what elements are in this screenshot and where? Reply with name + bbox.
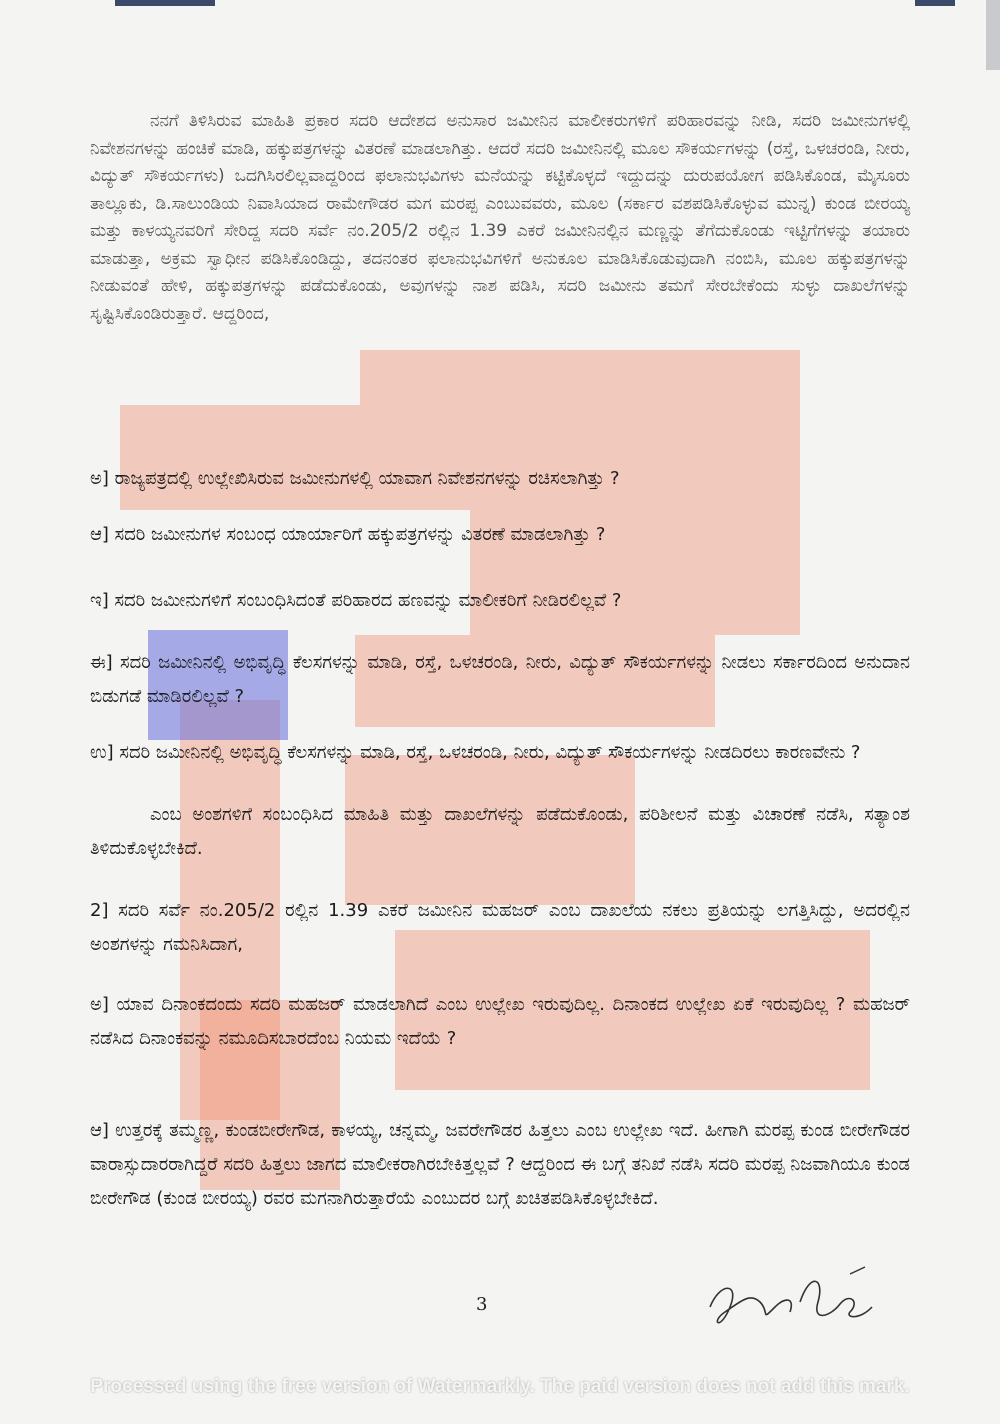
question-i: ಇ] ಸದರಿ ಜಮೀನುಗಳಿಗೆ ಸಂಬಂಧಿಸಿದಂತೆ ಪರಿಹಾರದ ಹಣವನ್ನು ಮಾಲೀಕರಿಗೆ ನೀಡಿರಲಿಲ್ಲವೆ ? [90, 590, 622, 611]
question-a: ಅ] ರಾಜ್ಯಪತ್ರದಲ್ಲಿ ಉಲ್ಲೇಖಿಸಿರುವ ಜಮೀನುಗಳಲ್ಲಿ ಯಾವಾಗ ನಿವೇಶನಗಳನ್ನು ರಚಿಸಲಾಗಿತ್ತು ? [90, 468, 620, 489]
question-aa: ಆ] ಸದರಿ ಜಮೀನುಗಳ ಸಂಬಂಧ ಯಾರ್ಯಾರಿಗೆ ಹಕ್ಕುಪತ್ರಗಳನ್ನು ವಿತರಣೆ ಮಾಡಲಾಗಿತ್ತು ? [90, 524, 606, 545]
point-2-aa: ಆ] ಉತ್ತರಕ್ಕೆ ತಮ್ಮಣ್ಣ, ಕುಂಡಬೀರೇಗೌಡ, ಕಾಳಯ್ಯ, ಚನ್ನಮ್ಮ, ಜವರೇಗೌಡರ ಹಿತ್ತಲು ಎಂಬ ಉಲ್ಲೇಖ ಇದೆ. ಹೀಗಾಗಿ ಮರಪ್ಪ ಕುಂಡ ಬೀರೇಗೌಡರ ವಾರಾಸ್ಸುದಾರರಾಗಿದ್ದರೆ ಸದರಿ ಹಿತ್ತಲು ಜಾಗದ ಮಾಲೀಕರಾಗಿರಬೇಕಿತ್ತಲ್ಲವೆ ? ಆದ್ದರಿಂದ ಈ ಬಗ್ಗೆ ತನಿಖೆ ನಡೆಸಿ ಸದರಿ ಮರಪ್ಪ ನಿಜವಾಗಿಯೂ ಕುಂಡ ಬೀರೇಗೌಡ (ಕುಂಡ ಬೀರಯ್ಯ) ರವರ ಮಗನಾಗಿರುತ್ತಾರೆಯೆ ಎಂಬುದರ ಬಗ್ಗೆ ಖಚಿತಪಡಿಸಿಕೊಳ್ಳಬೇಕಿದೆ. [90, 1120, 910, 1210]
scan-edge-mark [986, 0, 1000, 70]
scan-edge-mark [915, 0, 955, 6]
signature-icon [700, 1262, 880, 1342]
point-2-a: ಅ] ಯಾವ ದಿನಾಂಕದಂದು ಸದರಿ ಮಹಜರ್ ಮಾಡಲಾಗಿದೆ ಎಂಬ ಉಲ್ಲೇಖ ಇರುವುದಿಲ್ಲ. ದಿನಾಂಕದ ಉಲ್ಲೇಖ ಏಕೆ ಇರುವುದಿಲ್ಲ ? ಮಹಜರ್ ನಡೆಸಿದ ದಿನಾಂಕವನ್ನು ನಮೂದಿಸಬಾರದೆಂಬ ನಿಯಮ ಇದೆಯೆ ? [90, 994, 910, 1050]
watermark-text: Processed using the free version of Watermarkly. The paid version does not add this mark. [90, 1376, 910, 1397]
question-u: ಉ] ಸದರಿ ಜಮೀನಿನಲ್ಲಿ ಅಭಿವೃದ್ಧಿ ಕೆಲಸಗಳನ್ನು ಮಾಡಿ, ರಸ್ತೆ, ಒಳಚರಂಡಿ, ನೀರು, ವಿದ್ಯುತ್ ಸೌಕರ್ಯಗಳನ್ನು ನೀಡದಿರಲು ಕಾರಣವೇನು ? [90, 742, 861, 763]
scan-edge-mark [115, 0, 215, 6]
page-number: 3 [476, 1294, 488, 1315]
intro-paragraph: ನನಗೆ ತಿಳಿಸಿರುವ ಮಾಹಿತಿ ಪ್ರಕಾರ ಸದರಿ ಆದೇಶದ ಅನುಸಾರ ಜಮೀನಿನ ಮಾಲೀಕರುಗಳಿಗೆ ಪರಿಹಾರವನ್ನು ನೀಡಿ, ಸದರಿ ಜಮೀನುಗಳಲ್ಲಿ ನಿವೇಶನಗಳನ್ನು ಹಂಚಿಕೆ ಮಾಡಿ, ಹಕ್ಕುಪತ್ರಗಳನ್ನು ವಿತರಣೆ ಮಾಡಲಾಗಿತ್ತು. ಆದರೆ ಸದರಿ ಜಮೀನಿನಲ್ಲಿ ಮೂಲ ಸೌಕರ್ಯಗಳನ್ನು (ರಸ್ತೆ, ಒಳಚರಂಡಿ, ನೀರು, ವಿದ್ಯುತ್ ಸೌಕರ್ಯಗಳು) ಒದಗಿಸಿರಲಿಲ್ಲವಾದ್ದರಿಂದ ಫಲಾನುಭವಿಗಳು ಮನೆಯನ್ನು ಕಟ್ಟಿಕೊಳ್ಳದೆ ಇದ್ದುದನ್ನು ದುರುಪಯೋಗ ಪಡಿಸಿಕೊಂಡ, ಮೈಸೂರು ತಾಲ್ಲೂಕು, ಡಿ.ಸಾಲುಂಡಿಯ ನಿವಾಸಿಯಾದ ರಾಮೇಗೌಡರ ಮಗ ಮರಪ್ಪ ಎಂಬುವವರು, ಮೂಲ (ಸರ್ಕಾರ ವಶಪಡಿಸಿಕೊಳ್ಳುವ ಮುನ್ನ) ಕುಂಡ ಬೀರಯ್ಯ ಮತ್ತು ಕಾಳಯ್ಯನವರಿಗೆ ಸೇರಿದ್ದ ಸದರಿ ಸರ್ವೆ ನಂ.205/2 ರಲ್ಲಿನ 1.39 ಎಕರೆ ಜಮೀನಿನಲ್ಲಿನ ಮಣ್ಣನ್ನು ತೆಗೆದುಕೊಂಡು ಇಟ್ಟಿಗೆಗಳನ್ನು ತಯಾರು ಮಾಡುತ್ತಾ, ಅಕ್ರಮ ಸ್ವಾಧೀನ ಪಡಿಸಿಕೊಂಡಿದ್ದು, ತದನಂತರ ಫಲಾನುಭವಿಗಳಿಗೆ ಅನುಕೂಲ ಮಾಡಿಸಿಕೊಡುವುದಾಗಿ ನಂಬಿಸಿ, ಮೂಲ ಹಕ್ಕುಪತ್ರಗಳನ್ನು ನೀಡುವಂತೆ ಹೇಳಿ, ಹಕ್ಕುಪತ್ರಗಳನ್ನು ಪಡೆದುಕೊಂಡು, ಅವುಗಳನ್ನು ನಾಶ ಪಡಿಸಿ, ಸದರಿ ಜಮೀನು ತಮಗೆ ಸೇರಬೇಕೆಂದು ಸುಳ್ಳು ದಾಖಲೆಗಳನ್ನು ಸೃಷ್ಟಿಸಿಕೊಂಡಿರುತ್ತಾರೆ. ಆದ್ದರಿಂದ, [90, 111, 910, 324]
question-ii: ಈ] ಸದರಿ ಜಮೀನಿನಲ್ಲಿ ಅಭಿವೃದ್ಧಿ ಕೆಲಸಗಳನ್ನು ಮಾಡಿ, ರಸ್ತೆ, ಒಳಚರಂಡಿ, ನೀರು, ವಿದ್ಯುತ್ ಸೌಕರ್ಯಗಳನ್ನು ನೀಡಲು ಸರ್ಕಾರದಿಂದ ಅನುದಾನ ಬಿಡುಗಡೆ ಮಾಡಿರಲಿಲ್ಲವೆ ? [90, 652, 910, 708]
highlight-band [360, 350, 800, 405]
conclusion-paragraph: ಎಂಬ ಅಂಶಗಳಿಗೆ ಸಂಬಂಧಿಸಿದ ಮಾಹಿತಿ ಮತ್ತು ದಾಖಲೆಗಳನ್ನು ಪಡೆದುಕೊಂಡು, ಪರಿಶೀಲನೆ ಮತ್ತು ವಿಚಾರಣೆ ನಡೆಸಿ, ಸತ್ಯಾಂಶ ತಿಳಿದುಕೊಳ್ಳಬೇಕಿದೆ. [90, 804, 910, 860]
point-2: 2] ಸದರಿ ಸರ್ವೆ ನಂ.205/2 ರಲ್ಲಿನ 1.39 ಎಕರೆ ಜಮೀನಿನ ಮಹಜರ್ ಎಂಬ ದಾಖಲೆಯ ನಕಲು ಪ್ರತಿಯನ್ನು ಲಗತ್ತಿಸಿದ್ದು, ಅದರಲ್ಲಿನ ಅಂಶಗಳನ್ನು ಗಮನಿಸಿದಾಗ, [90, 900, 910, 956]
